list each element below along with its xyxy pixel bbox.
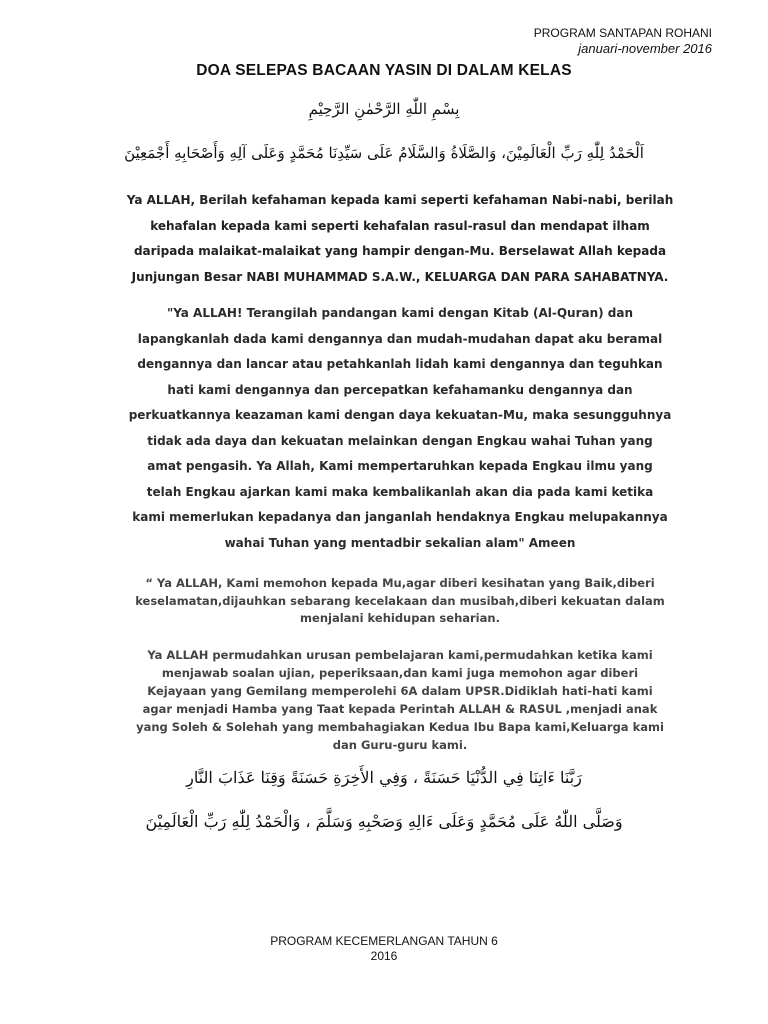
paragraph-line: amat pengasih. Ya Allah, Kami mempertaruhkan kepada Engkau ilmu yang [147, 459, 653, 473]
paragraph-line: tidak ada daya dan kekuatan melainkan dengan Engkau wahai Tuhan yang [147, 433, 653, 448]
paragraph-line: yang Soleh & Solehah yang membahagiakan Kedua Ibu Bapa kami,Keluarga kami [136, 720, 664, 734]
paragraph-line: dengannya dan lancar atau petahkanlah lidah kami dengannya dan teguhkan [137, 357, 663, 371]
paragraph-line: Ya ALLAH permudahkan urusan pembelajaran kami,permudahkan ketika kami [147, 648, 653, 662]
paragraph-line: perkuatkannya keazaman kami dengan daya kekuatan-Mu, maka sesungguhnya [128, 408, 672, 422]
paragraph-line: "Ya ALLAH! Terangilah pandangan kami dengan Kitab (Al-Quran) dan [166, 306, 634, 320]
footer-year: 2016 [370, 949, 398, 963]
paragraph-line: kehafalan kepada kami seperti kehafalan rasul-rasul dan mendapat ilham [150, 218, 650, 233]
paragraph-line: menjawab soalan ujian, peperiksaan,dan kami juga memohon agar diberi [161, 666, 639, 680]
paragraph-line: menjalani kehidupan seharian. [300, 611, 500, 625]
document-header [534, 26, 712, 56]
paragraph-line: dan Guru-guru kami. [332, 738, 468, 752]
page-title: DOA SELEPAS BACAAN YASIN DI DALAM KELAS [196, 62, 572, 79]
prayer-paragraph-4 [90, 646, 710, 754]
program-name: PROGRAM SANTAPAN ROHANI [533, 26, 712, 40]
arabic-hamdalah: اَلْحَمْدُ لِلّٰهِ رَبِّ الْعَالَمِيْنَ، وَالصَّلَاةُ وَالسَّلَامُ عَلَى سَيِّدِنَا مُحَمَّدٍ وَعَلَى آلِهِ وَأَصْحَابِهِ أَجْمَعِيْنَ [124, 144, 644, 162]
arabic-salawat: وَصَلَّى اللّٰهُ عَلَى مُحَمَّدٍ وَعَلَى ءَالِهِ وَصَحْبِهِ وَسَلَّمَ ، وَالْحَمْدُ لِلّٰهِ رَبِّ الْعَالَمِيْنَ [145, 812, 623, 831]
document-footer [0, 934, 768, 964]
arabic-basmalah: بِسْمِ اللّٰهِ الرَّحْمٰنِ الرَّحِيْمِ [308, 100, 460, 118]
prayer-paragraph-2 [90, 301, 710, 556]
paragraph-line: hati kami dengannya dan percepatkan kefahamanku dengannya dan [167, 382, 633, 397]
paragraph-line: wahai Tuhan yang mentadbir sekalian alam" Ameen [224, 535, 576, 550]
paragraph-line: agar menjadi Hamba yang Taat kepada Perintah ALLAH & RASUL ,menjadi anak [142, 702, 658, 716]
paragraph-line: kami memerlukan kepadanya dan janganlah hendaknya Engkau melupakannya [132, 510, 668, 524]
prayer-paragraph-3 [90, 575, 710, 628]
paragraph-line: Ya ALLAH, Berilah kefahaman kepada kami seperti kefahaman Nabi-nabi, berilah [126, 193, 674, 207]
footer-program: PROGRAM KECEMERLANGAN TAHUN 6 [270, 934, 498, 948]
arabic-rabbana: رَبَّنَا ءَاتِنَا فِي الدُّنْيَا حَسَنَةً ، وَفِي الأَخِرَةِ حَسَنَةً وَقِنَا عَذَابَ النَّارِ [186, 768, 582, 787]
prayer-paragraph-1 [90, 188, 710, 290]
paragraph-line: lapangkanlah dada kami dengannya dan mudah-mudahan dapat aku beramal [137, 331, 663, 346]
program-date: januari-november 2016 [578, 41, 712, 56]
paragraph-line: Junjungan Besar NABI MUHAMMAD S.A.W., KELUARGA DAN PARA SAHABATNYA. [131, 269, 669, 284]
paragraph-line: daripada malaikat-malaikat yang hampir dengan-Mu. Berselawat Allah kepada [133, 244, 667, 258]
paragraph-line: Kejayaan yang Gemilang memperolehi 6A dalam UPSR.Didiklah hati-hati kami [147, 684, 653, 698]
paragraph-line: telah Engkau ajarkan kami maka kembalikanlah akan dia pada kami ketika [146, 484, 654, 499]
paragraph-line: “ Ya ALLAH, Kami memohon kepada Mu,agar diberi kesihatan yang Baik,diberi [145, 576, 655, 590]
paragraph-line: keselamatan,dijauhkan sebarang kecelakaan dan musibah,diberi kekuatan dalam [135, 593, 665, 608]
